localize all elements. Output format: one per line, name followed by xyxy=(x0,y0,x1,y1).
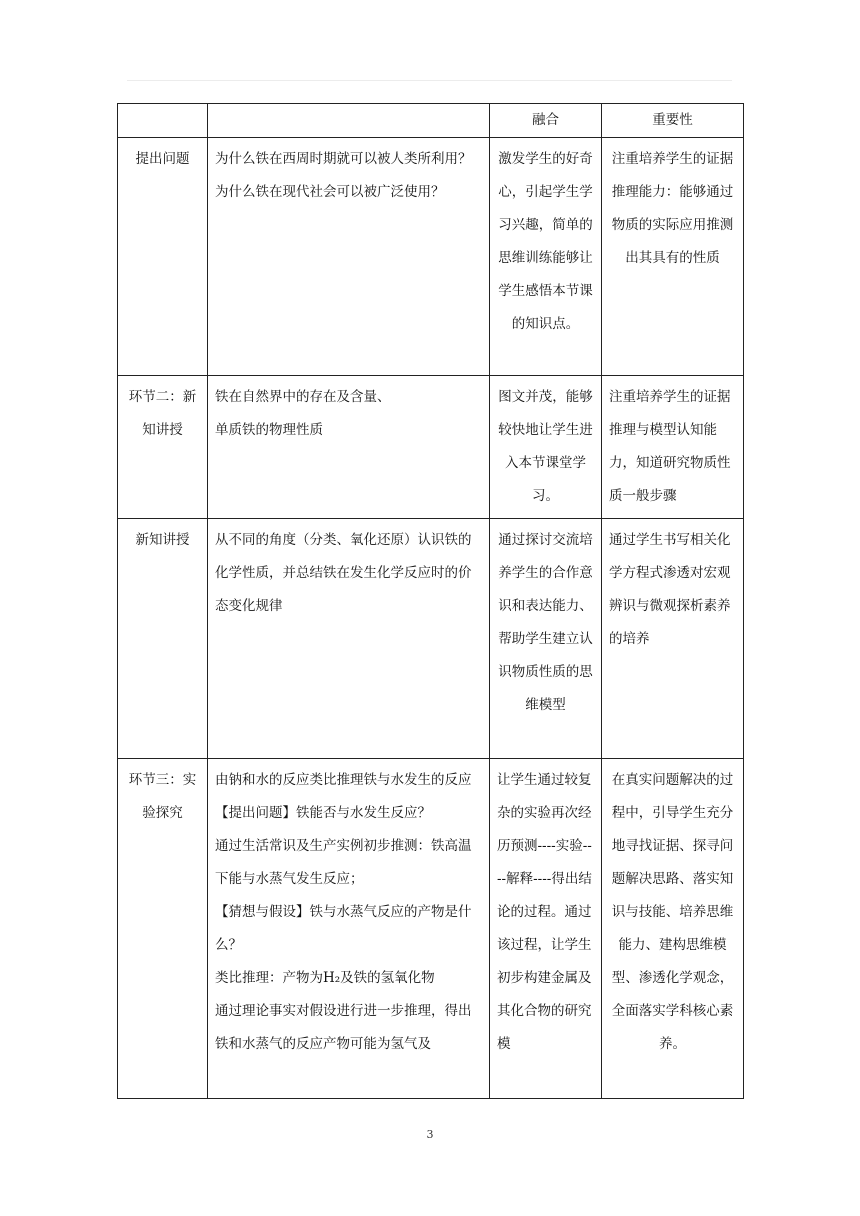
content-line: 铁在自然界中的存在及含量、 xyxy=(215,389,391,405)
content-line: 【提出问题】铁能否与水发生反应？ xyxy=(215,805,431,821)
content-cell xyxy=(208,759,490,1099)
importance-text: 通过学生书写相关化学方程式渗透对宏观辨识与微观探析素养的培养 xyxy=(609,532,731,647)
merge-cell xyxy=(490,376,602,519)
content-cell xyxy=(208,519,490,759)
stage-cell xyxy=(118,759,208,1099)
content-line: 单质铁的物理性质 xyxy=(215,422,323,438)
merge-text: 帮助学生建立认识物质性质的思维模型 xyxy=(498,631,593,713)
merge-text: 让学生通过较复杂的实验再次经历预测----实验----解释----得出结论的过程。通过该过程，让学生初步构建金属及其化合物的研究模 xyxy=(497,772,592,1052)
header-cell-content xyxy=(208,104,490,138)
header-cell-stage xyxy=(118,104,208,138)
content-line: 类比推理：产物为H₂及铁的氢氧化物 xyxy=(215,970,435,986)
stage-cell xyxy=(118,519,208,759)
content-line: 由钠和水的反应类比推理铁与水发生的反应 xyxy=(215,772,472,788)
merge-text: 通过探讨交流培养学生的合作意识和表达能力、 xyxy=(498,532,593,614)
page-number: 3 xyxy=(426,1128,434,1141)
stage-text: 新知讲授 xyxy=(135,532,190,548)
merge-text: 激发学生的好奇心，引起学生学习兴趣，简单的思维训练能够让学生感悟本节课的知识点。 xyxy=(498,151,593,332)
stage-text: 环节三：实验探究 xyxy=(128,772,197,821)
lesson-plan-table xyxy=(117,103,744,1099)
importance-text: 在真实问题解决的过程中，引导学生充分地寻找证据、探寻问题解决思路、落实知识与技能、培养思维能力、建构思维模型、渗透化学观念，全面落实学科核心素养。 xyxy=(611,772,734,1052)
content-cell xyxy=(208,138,490,376)
content-line: 通过理论事实对假设进行进一步推理，得出铁和水蒸气的反应产物可能为氢气及 xyxy=(215,1003,472,1052)
merge-cell xyxy=(490,138,602,376)
content-line: 通过生活常识及生产实例初步推测：铁高温下能与水蒸气发生反应； xyxy=(215,838,472,887)
table-header-row xyxy=(118,104,744,138)
importance-cell xyxy=(602,519,744,759)
table-row xyxy=(118,519,744,759)
importance-cell xyxy=(602,759,744,1099)
header-cell-merge: 融合 xyxy=(490,104,602,138)
merge-text: 图文并茂，能够较快地让学生进入本节课堂学习。 xyxy=(498,389,593,504)
importance-cell xyxy=(602,376,744,519)
table-row xyxy=(118,376,744,519)
stage-text: 提出问题 xyxy=(135,151,190,167)
importance-text: 注重培养学生的证据推理能力：能够通过物质的实际应用推测出其具有的性质 xyxy=(611,151,734,266)
content-line: 为什么铁在现代社会可以被广泛使用？ xyxy=(215,184,445,200)
table-row xyxy=(118,138,744,376)
content-line: 从不同的角度（分类、氧化还原）认识铁的化学性质，并总结铁在发生化学反应时的价态变化规律 xyxy=(215,532,472,614)
content-cell xyxy=(208,376,490,519)
importance-text: 注重培养学生的证据推理与模型认知能力，知道研究物质性质一般步骤 xyxy=(609,389,731,504)
stage-cell xyxy=(118,376,208,519)
page-header-rule xyxy=(127,80,732,81)
merge-cell xyxy=(490,759,602,1099)
merge-cell xyxy=(490,519,602,759)
header-cell-importance: 重要性 xyxy=(602,104,744,138)
importance-cell xyxy=(602,138,744,376)
content-line: 为什么铁在西周时期就可以被人类所利用？ xyxy=(215,151,472,167)
content-line: 【猜想与假设】铁与水蒸气反应的产物是什么？ xyxy=(215,904,472,953)
table-row xyxy=(118,759,744,1099)
stage-text: 环节二：新知讲授 xyxy=(128,389,197,438)
stage-cell xyxy=(118,138,208,376)
